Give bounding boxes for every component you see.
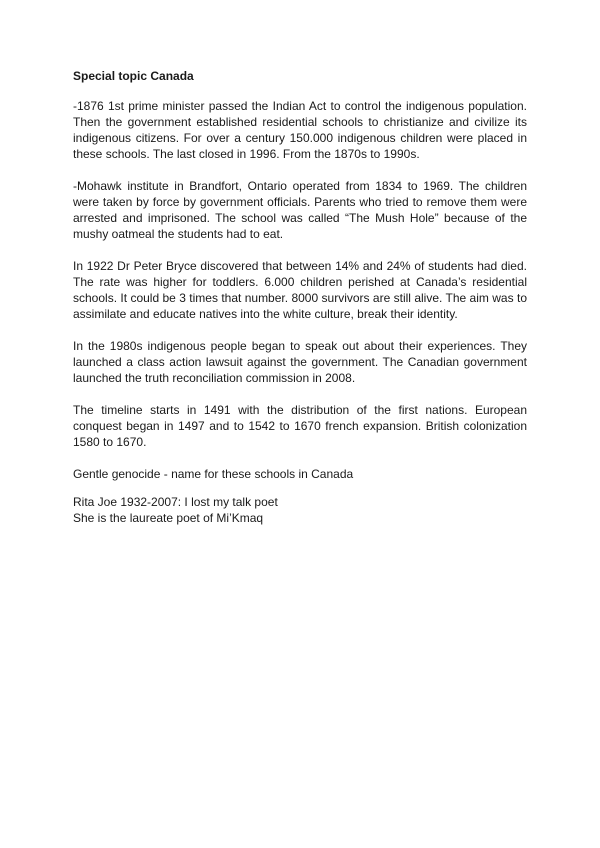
paragraph-mohawk-institute: -Mohawk institute in Brandfort, Ontario operated from 1834 to 1969. The children were taken by force by government officials. Parents who tried to remove them were arrested and imprisoned. The school was called “The Mush Hole” because of the mushy oatmeal the students had to eat. — [73, 179, 527, 241]
paragraph-gentle-genocide: Gentle genocide - name for these schools in Canada — [73, 467, 354, 481]
paragraph-indian-act: -1876 1st prime minister passed the Indian Act to control the indigenous population. Then the government established residential schools to christianize and civilize its indigenous citizens. For over a century 150.000 indigenous children were placed in these schools. The last closed in 1996. From the 1870s to 1990s. — [73, 99, 527, 161]
document-body — [73, 68, 527, 526]
paragraph-peter-bryce: In 1922 Dr Peter Bryce discovered that between 14% and 24% of students had died. The rate was higher for toddlers. 6.000 children perished at Canada’s residential schools. It could be 3 times that number. 8000 survivors are still alive. The aim was to assimilate and educate natives into the white culture, break their identity. — [73, 259, 527, 321]
rita-joe-note — [73, 494, 527, 526]
document-title: Special topic Canada — [73, 69, 194, 83]
laureate-line: She is the laureate poet of Mi’Kmaq — [73, 511, 264, 525]
paragraph-1980s-lawsuit: In the 1980s indigenous people began to speak out about their experiences. They launched a class action lawsuit against the government. The Canadian government launched the truth reconciliation commission in 2008. — [73, 339, 527, 385]
rita-joe-line: Rita Joe 1932-2007: I lost my talk poet — [73, 495, 278, 509]
paragraph-timeline: The timeline starts in 1491 with the distribution of the first nations. European conquest began in 1497 and to 1542 to 1670 french expansion. British colonization 1580 to 1670. — [73, 403, 527, 449]
